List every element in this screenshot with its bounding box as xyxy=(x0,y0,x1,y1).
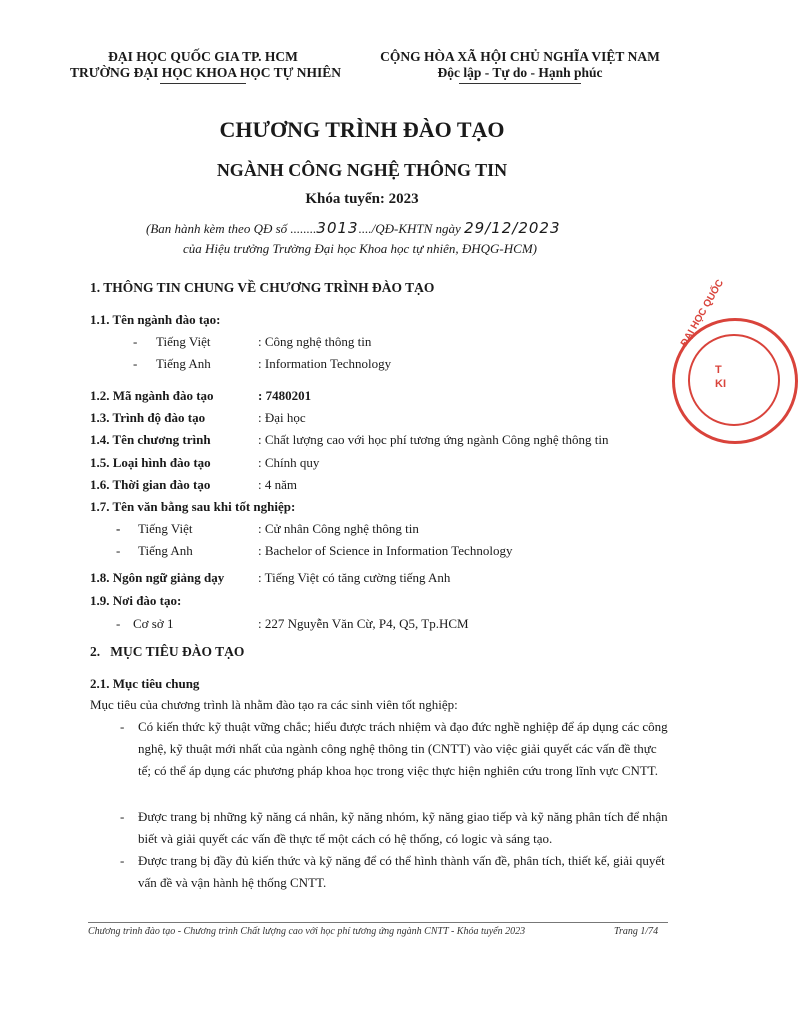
dash: - xyxy=(116,543,121,558)
s12-label: 1.2. Mã ngành đào tạo xyxy=(90,388,214,403)
s19-campus-label: Cơ sở 1 xyxy=(133,616,174,631)
s19-campus-value: : 227 Nguyễn Văn Cừ, P4, Q5, Tp.HCM xyxy=(258,616,469,631)
s11-en-value: : Information Technology xyxy=(258,356,392,371)
s11-en-label: Tiếng Anh xyxy=(156,356,211,371)
decree-issuer: của Hiệu trưởng Trường Đại học Khoa học tự nhiên, ĐHQG-HCM) xyxy=(183,241,537,256)
header-right-rule xyxy=(459,83,581,84)
dash: - xyxy=(116,616,121,631)
footer-text: Chương trình đào tạo - Chương trình Chất lượng cao với học phí tương ứng ngành CNTT - Khóa tuyển 2023 xyxy=(88,926,526,937)
s14-value: : Chất lượng cao với học phí tương ứng ngành Công nghệ thông tin xyxy=(258,432,609,447)
dash: - xyxy=(133,334,138,349)
footer-rule xyxy=(88,922,668,923)
country-name: CỘNG HÒA XÃ HỘI CHỦ NGHĨA VIỆT NAM xyxy=(380,49,660,64)
s17-vi-value: : Cử nhân Công nghệ thông tin xyxy=(258,521,419,536)
s13-value: : Đại học xyxy=(258,410,306,425)
s11-vi-label: Tiếng Việt xyxy=(156,334,211,349)
s17-en-value: : Bachelor of Science in Information Technology xyxy=(258,543,513,558)
s17-en-label: Tiếng Anh xyxy=(138,543,193,558)
page-number: Trang 1/74 xyxy=(614,926,659,937)
header-left-rule xyxy=(160,83,246,84)
major-title: NGÀNH CÔNG NGHỆ THÔNG TIN xyxy=(216,160,508,180)
s13-label: 1.3. Trình độ đào tạo xyxy=(90,410,206,425)
s18-value: : Tiếng Việt có tăng cường tiếng Anh xyxy=(258,570,451,585)
decree-number: 3013 xyxy=(316,219,359,237)
decree-date: 29/12/2023 xyxy=(464,219,561,237)
seal-inner-ring xyxy=(688,334,780,426)
s21-intro: Mục tiêu của chương trình là nhằm đào tạo ra các sinh viên tốt nghiệp: xyxy=(90,697,458,712)
s21-label: 2.1. Mục tiêu chung xyxy=(90,676,200,691)
s12-value: : 7480201 xyxy=(258,388,312,403)
cohort-title: Khóa tuyển: 2023 xyxy=(305,191,419,207)
objective-bullet-2: Được trang bị những kỹ năng cá nhân, kỹ năng nhóm, kỹ năng giao tiếp và kỹ năng phân tích để nhận biết và giải quyết các vấn đề thực tế một cách có hệ thống, có logic và sáng tạo. xyxy=(138,809,668,846)
objective-bullet-3: Được trang bị đầy đủ kiến thức và kỹ năng để có thể hình thành vấn đề, phân tích, thiết kế, giải quyết vấn đề và vận hành hệ thống CNTT. xyxy=(138,853,665,890)
seal-stamp xyxy=(672,278,798,444)
dash: - xyxy=(120,853,125,868)
seal-inner-text: T KI xyxy=(715,364,726,390)
s15-value: : Chính quy xyxy=(258,455,320,470)
s11-vi-value: : Công nghệ thông tin xyxy=(258,334,372,349)
s18-label: 1.8. Ngôn ngữ giảng dạy xyxy=(90,570,225,585)
s16-label: 1.6. Thời gian đào tạo xyxy=(90,477,211,492)
objective-bullet-1: Có kiến thức kỹ thuật vững chắc; hiểu được trách nhiệm và đạo đức nghề nghiệp để áp dụng các công nghệ, kỹ thuật mới nhất của ngành công nghệ thông tin (CNTT) vào việc giải quyết các vấn đề thực tế; có thể áp dụng các phương pháp khoa học trong việc thực hiện nghiên cứu trong lĩnh vực CNTT. xyxy=(138,719,668,778)
decree-prefix: (Ban hành kèm theo QĐ số ........ xyxy=(146,221,317,236)
motto: Độc lập - Tự do - Hạnh phúc xyxy=(437,65,603,80)
section1-heading: 1. THÔNG TIN CHUNG VỀ CHƯƠNG TRÌNH ĐÀO TẠO xyxy=(90,280,435,295)
dash: - xyxy=(120,809,125,824)
section2-heading: 2. MỤC TIÊU ĐÀO TẠO xyxy=(90,644,245,659)
s15-label: 1.5. Loại hình đào tạo xyxy=(90,455,211,470)
s14-label: 1.4. Tên chương trình xyxy=(90,432,211,447)
decree-line xyxy=(146,219,561,237)
decree-mid: ..../QĐ-KHTN ngày xyxy=(358,221,461,236)
dash: - xyxy=(120,719,125,734)
document-title: CHƯƠNG TRÌNH ĐÀO TẠO xyxy=(219,117,505,142)
faculty-name: TRƯỜNG ĐẠI HỌC KHOA HỌC TỰ NHIÊN xyxy=(70,65,342,80)
dash: - xyxy=(116,521,121,536)
s19-label: 1.9. Nơi đào tạo: xyxy=(90,593,182,608)
dash: - xyxy=(133,356,138,371)
seal-outer-text: ĐẠI HỌC QUỐC xyxy=(679,278,727,349)
s17-label: 1.7. Tên văn bằng sau khi tốt nghiệp: xyxy=(90,499,296,514)
s16-value: : 4 năm xyxy=(258,477,297,492)
university-name: ĐẠI HỌC QUỐC GIA TP. HCM xyxy=(108,49,298,64)
s17-vi-label: Tiếng Việt xyxy=(138,521,193,536)
s11-label: 1.1. Tên ngành đào tạo: xyxy=(90,312,221,327)
